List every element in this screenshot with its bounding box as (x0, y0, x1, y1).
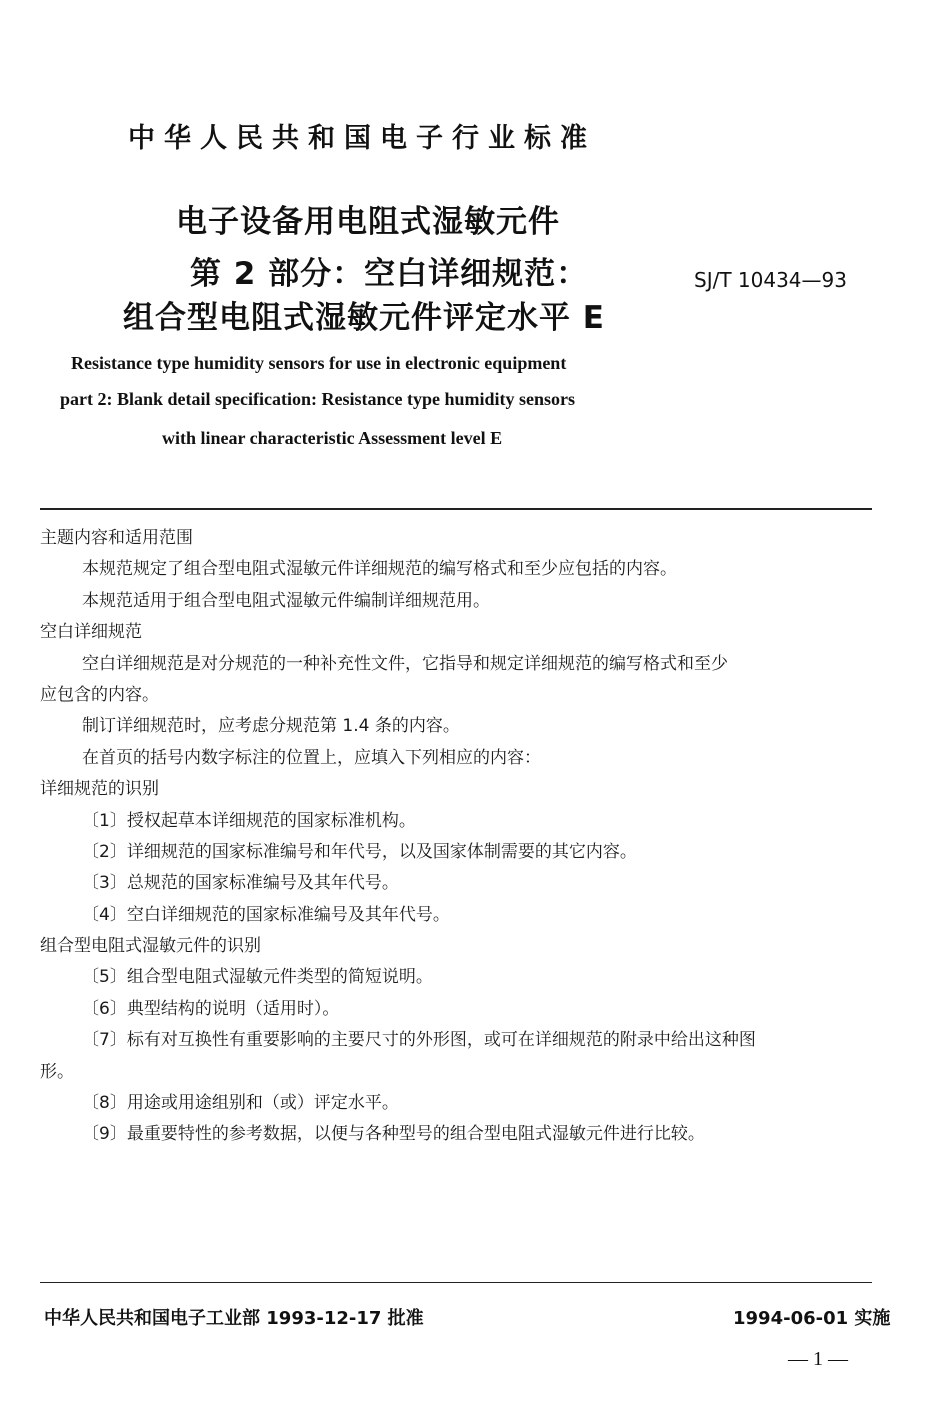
paragraph: 本规范规定了组合型电阻式湿敏元件详细规范的编写格式和至少应包括的内容。 (82, 559, 677, 580)
paragraph: 本规范适用于组合型电阻式湿敏元件编制详细规范用。 (82, 590, 490, 611)
body-text (40, 523, 880, 1151)
title-cn-line-3: 组合型电阻式湿敏元件评定水平 E (123, 300, 605, 336)
bottom-divider (40, 1282, 872, 1283)
top-divider (40, 508, 872, 510)
section-heading-sensor-identification: 组合型电阻式湿敏元件的识别 (40, 936, 261, 957)
paragraph: 制订详细规范时，应考虑分规范第 1.4 条的内容。 (82, 716, 460, 737)
list-item: 〔2〕详细规范的国家标准编号和年代号，以及国家体制需要的其它内容。 (82, 841, 637, 862)
section-heading-scope: 主题内容和适用范围 (40, 528, 193, 548)
title-cn-line-2: 第 2 部分：空白详细规范： (190, 256, 589, 292)
list-item: 〔1〕授权起草本详细规范的国家标准机构。 (82, 810, 416, 831)
section-heading-blank-spec: 空白详细规范 (40, 622, 142, 643)
list-item: 〔4〕空白详细规范的国家标准编号及其年代号。 (82, 904, 450, 925)
list-item: 〔7〕标有对互换性有重要影响的主要尺寸的外形图，或可在详细规范的附录中给出这种图 (82, 1030, 756, 1051)
approval-note: 中华人民共和国电子工业部 1993-12-17 批准 (44, 1308, 424, 1329)
list-item: 〔6〕典型结构的说明（适用时）。 (82, 998, 340, 1019)
document-header: 中华人民共和国电子行业标准 (128, 123, 596, 154)
implementation-note: 1994-06-01 实施 (733, 1308, 891, 1329)
title-cn-line-1: 电子设备用电阻式湿敏元件 (176, 204, 560, 240)
standard-code: SJ/T 10434—93 (694, 268, 847, 292)
list-item: 〔5〕组合型电阻式湿敏元件类型的简短说明。 (82, 967, 433, 988)
list-item: 〔8〕用途或用途组别和（或）评定水平。 (82, 1093, 399, 1114)
page-number: — 1 — (788, 1348, 848, 1370)
list-item: 〔3〕总规范的国家标准编号及其年代号。 (82, 873, 399, 894)
paragraph-continuation: 应包含的内容。 (40, 684, 159, 705)
list-item: 〔9〕最重要特性的参考数据，以便与各种型号的组合型电阻式湿敏元件进行比较。 (82, 1124, 705, 1145)
list-item-continuation: 形。 (40, 1061, 74, 1082)
title-en-line-3: with linear characteristic Assessment level E (162, 428, 503, 448)
paragraph: 在首页的括号内数字标注的位置上，应填入下列相应的内容： (82, 747, 541, 768)
title-en-line-2: part 2: Blank detail specification: Resistance type humidity sensors (60, 389, 575, 409)
section-heading-spec-identification: 详细规范的识别 (40, 779, 159, 800)
title-en-line-1: Resistance type humidity sensors for use in electronic equipment (71, 353, 567, 373)
paragraph: 空白详细规范是对分规范的一种补充性文件，它指导和规定详细规范的编写格式和至少 (82, 653, 728, 674)
